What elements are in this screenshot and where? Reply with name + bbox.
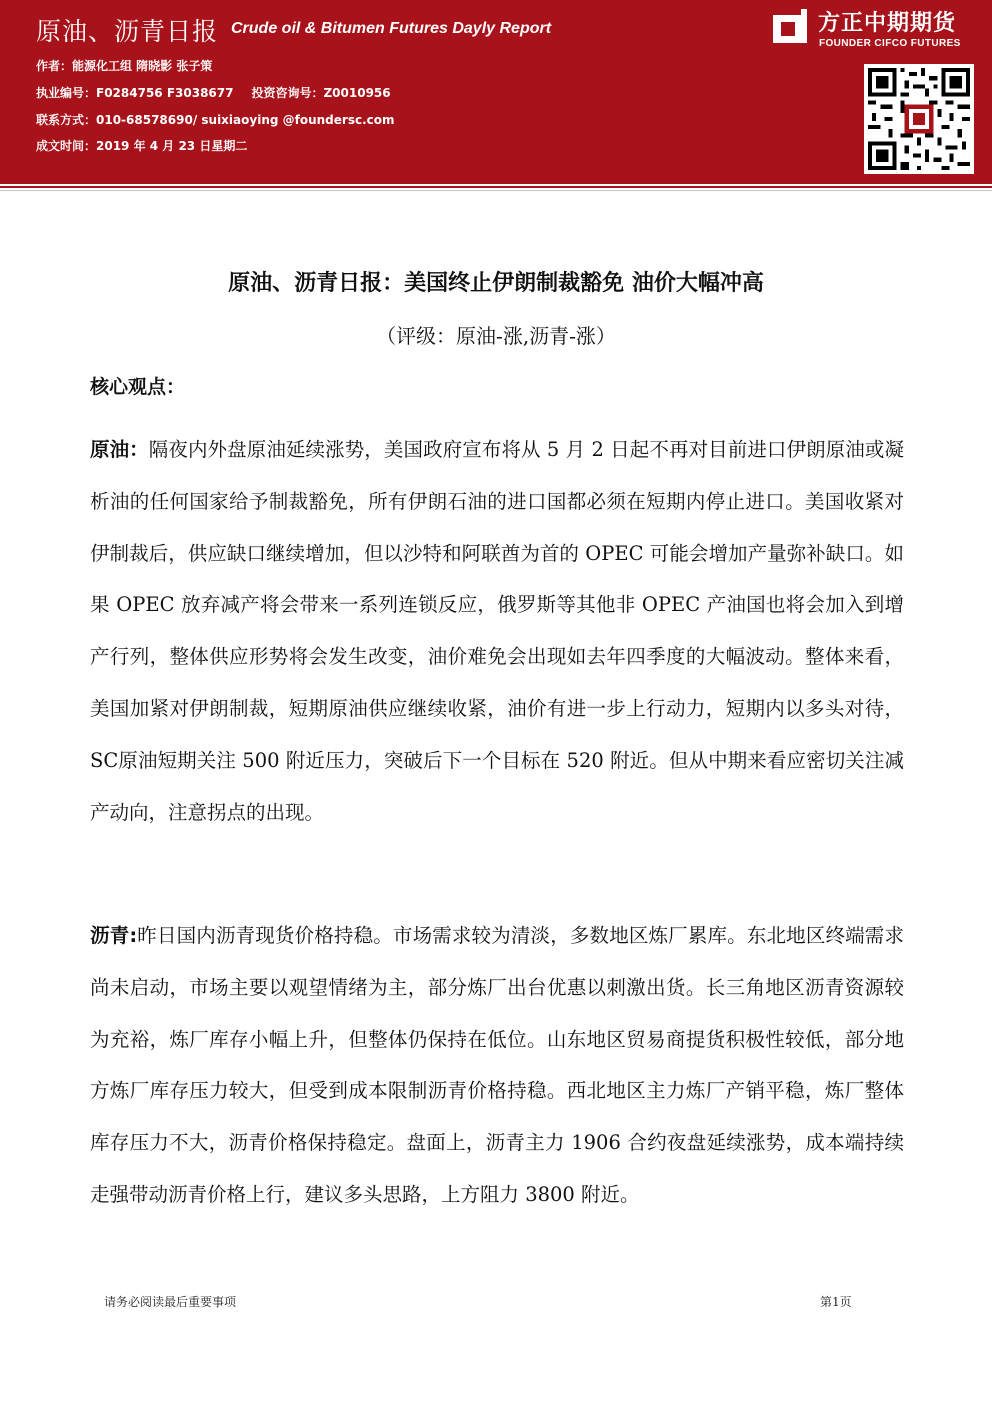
core-view-heading: 核心观点： (90, 376, 186, 398)
license-line (36, 84, 391, 101)
contact-line: 联系方式：010-68578690/ suixiaoying @foundersc.com (36, 113, 395, 127)
header-divider (0, 186, 992, 188)
advisory-number: 投资咨询号：Z0010956 (251, 86, 391, 100)
header-divider-thin (0, 190, 992, 191)
author-line: 作者：能源化工组 隋晓影 张子策 (36, 59, 213, 73)
header-title-cn: 原油、沥青日报 (36, 17, 219, 46)
logo-text-cn: 方正中期期货 (818, 11, 957, 36)
founder-logo-icon (771, 7, 809, 45)
crude-oil-label: 原油： (90, 438, 149, 461)
date-line: 成文时间：2019 年 4 月 23 日星期二 (36, 139, 248, 153)
crude-oil-text: 隔夜内外盘原油延续涨势，美国政府宣布将从 5 月 2 日起不再对目前进口伊朗原油或凝析油的任何国家给予制裁豁免，所有伊朗石油的进口国都必须在短期内停止进口。美国收紧对伊制裁后，供应缺口继续增加，但以沙特和阿联酋为首的 OPEC 可能会增加产量弥补缺口。如果 OPEC 放弃减产将会带来一系列连锁反应，俄罗斯等其他非 OPEC 产油国也将会加入到增产行列，整体供应形势将会发生改变，油价难免会出现如去年四季度的大幅波动。整体来看，美国加紧对伊朗制裁，短期原油供应继续收紧，油价有进一步上行动力，短期内以多头对待，SC原油短期关注 500 附近压力，突破后下一个目标在 520 附近。但从中期来看应密切关注减产动向，注意拐点的出现。 (90, 438, 904, 824)
page-number: 第1页 (820, 1295, 852, 1309)
crude-oil-paragraph (90, 424, 904, 838)
footer-notice: 请务必阅读最后重要事项 (104, 1295, 237, 1309)
bitumen-text: 昨日国内沥青现货价格持稳。市场需求较为清淡，多数地区炼厂累库。东北地区终端需求尚未启动，市场主要以观望情绪为主，部分炼厂出台优惠以刺激出货。长三角地区沥青资源较为充裕，炼厂库存小幅上升，但整体仍保持在低位。山东地区贸易商提货积极性较低，部分地方炼厂库存压力较大，但受到成本限制沥青价格持稳。西北地区主力炼厂产销平稳，炼厂整体库存压力不大，沥青价格保持稳定。盘面上，沥青主力 1906 合约夜盘延续涨势，成本端持续走强带动沥青价格上行，建议多头思路，上方阻力 3800 附近。 (90, 924, 904, 1206)
header-title-en: Crude oil & Bitumen Futures Dayly Report (231, 20, 552, 37)
logo-text-en: FOUNDER CIFCO FUTURES (819, 38, 961, 49)
bitumen-paragraph (90, 910, 904, 1221)
rating-line: （评级：原油-涨,沥青-涨） (376, 324, 616, 348)
license-number: 执业编号：F0284756 F3038677 (36, 86, 234, 100)
report-header (0, 0, 992, 184)
qr-code-icon[interactable] (864, 64, 974, 174)
document-title: 原油、沥青日报：美国终止伊朗制裁豁免 油价大幅冲高 (228, 271, 764, 296)
bitumen-label: 沥青: (90, 924, 138, 947)
